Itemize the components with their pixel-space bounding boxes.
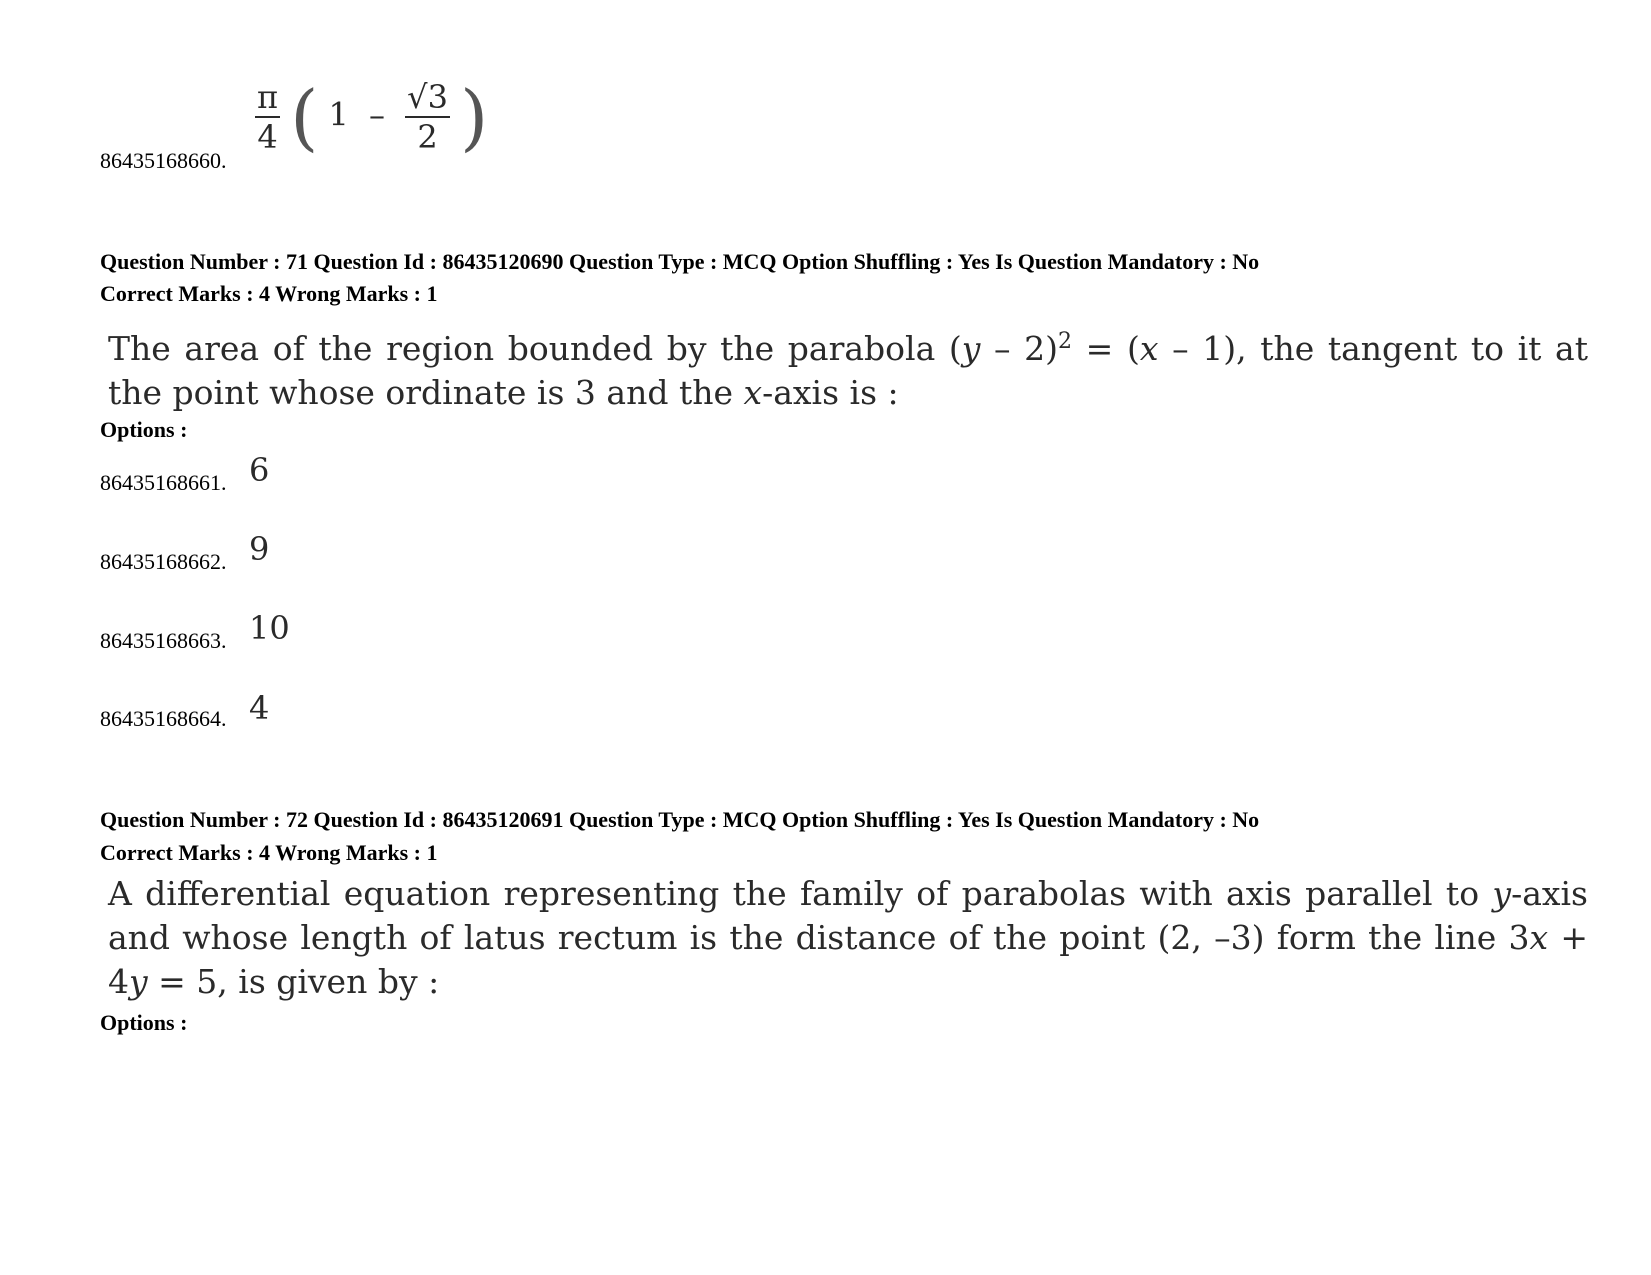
question-text-part: = ( [1072, 329, 1140, 368]
question-text-part: -axis is : [762, 373, 899, 412]
question-text-part: + 4 [108, 918, 1588, 1001]
denominator-two: 2 [417, 118, 438, 156]
pi-symbol: π [257, 78, 279, 116]
var-y: y [961, 329, 981, 368]
denominator: 4 [257, 118, 278, 156]
minus: – [369, 95, 385, 134]
question-text-part: = 5, is given by : [147, 962, 440, 1001]
question-text [108, 320, 1588, 415]
question-text-part: – 1), the tangent to it at the point whose ordinate is 3 and the [108, 329, 1588, 412]
option-id: 86435168662. [100, 549, 227, 574]
var-y: y [1492, 874, 1512, 913]
question-marks: Correct Marks : 4 Wrong Marks : 1 [100, 840, 438, 865]
var-x: x [1529, 918, 1549, 957]
option-value-expression [255, 75, 489, 159]
option-value: 10 [249, 609, 290, 647]
left-paren: ( [290, 75, 319, 159]
question-text-part: A differential equation representing the family of parabolas with axis parallel to [108, 874, 1493, 913]
question-marks: Correct Marks : 4 Wrong Marks : 1 [100, 281, 438, 306]
option-id: 86435168661. [100, 470, 227, 495]
question-text [108, 872, 1588, 1004]
var-x: x [743, 373, 763, 412]
one: 1 [328, 95, 349, 134]
var-x: x [1139, 329, 1159, 368]
superscript: 2 [1058, 329, 1073, 354]
option-value: 4 [249, 689, 270, 727]
sqrt-three: √3 [407, 78, 448, 116]
question-meta: Question Number : 71 Question Id : 86435120690 Question Type : MCQ Option Shuffling : Yes Is Question Mandatory : No [100, 249, 1260, 274]
question-text-part: The area of the region bounded by the parabola ( [108, 329, 962, 368]
sqrt3-over-two [405, 78, 450, 156]
option-id: 86435168660. [100, 148, 227, 173]
options-label: Options : [100, 417, 188, 442]
var-y: y [129, 962, 148, 1001]
option-value: 9 [249, 530, 270, 568]
pi-over-four [255, 78, 280, 156]
options-label: Options : [100, 1010, 188, 1035]
option-id: 86435168663. [100, 628, 227, 653]
question-text-part: – 2) [980, 329, 1059, 368]
question-meta: Question Number : 72 Question Id : 86435120691 Question Type : MCQ Option Shuffling : Yes Is Question Mandatory : No [100, 807, 1260, 832]
option-value: 6 [249, 451, 270, 489]
right-paren: ) [460, 75, 489, 159]
option-id: 86435168664. [100, 706, 227, 731]
question-text-part: -axis and whose length of latus rectum is the distance of the point (2, –3) form the line 3 [108, 874, 1588, 957]
